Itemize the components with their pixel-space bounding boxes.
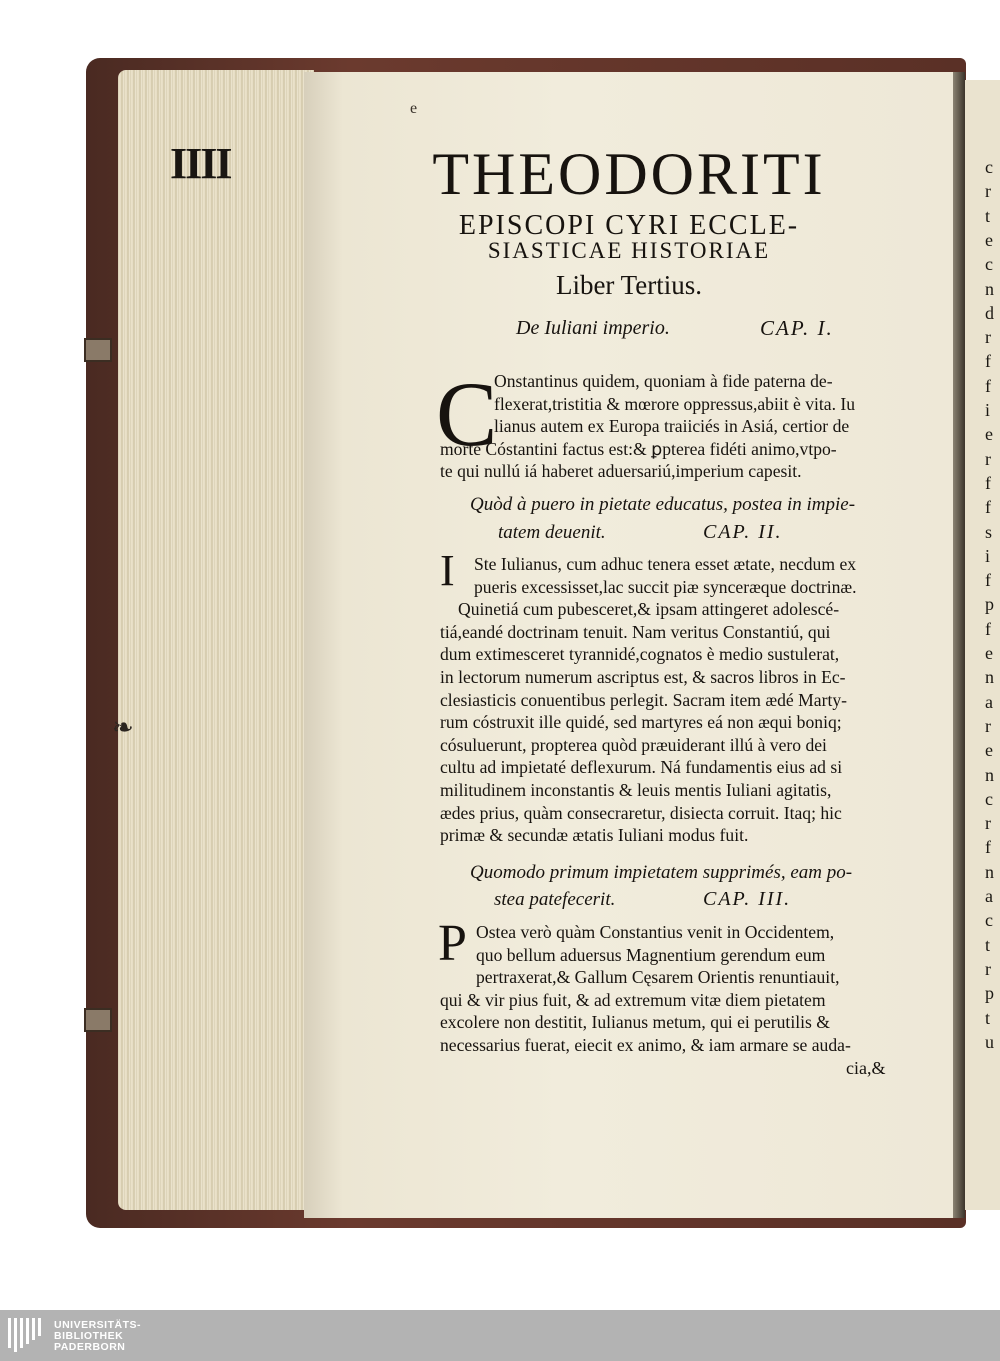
right-page-fragment: r [985, 958, 991, 979]
right-page-fragment: a [985, 691, 993, 712]
page-mark: e [410, 100, 418, 117]
text-line: dum extimesceret tyrannidé,cognatos è medio sustulerat, [440, 644, 840, 665]
subtitle-line2: SIASTICAE HISTORIAE [487, 238, 771, 263]
library-footer [0, 1310, 1000, 1361]
right-page-fragment: r [985, 181, 991, 202]
text-line: cultu ad impietaté deflexurum. Ná fundamentis eius ad si [440, 757, 843, 778]
right-page-fragment: d [985, 302, 994, 323]
text-line: morte Cóstantini factus est:& ꝑpterea fidéti animo,vtpo- [440, 438, 837, 459]
clasp-top [84, 338, 112, 362]
chapter2-heading-line1: Quòd à puero in pietate educatus, postea in impie- [470, 494, 856, 515]
text-line: militudinem inconstantis & leuis mentis Iuliani agitatis, [440, 780, 832, 800]
gutter [953, 72, 965, 1218]
drop-cap-p: P [438, 915, 467, 972]
page-edges [118, 70, 314, 1210]
text-line: lianus autem ex Europa traiiciés in Asiá, certior de [494, 416, 850, 436]
text-line: qui & vir pius fuit, & ad extremum vitæ diem pietatem [440, 989, 826, 1010]
text-line: Onstantinus quidem, quoniam à fide paterna de- [494, 371, 833, 391]
right-page-fragment: n [985, 764, 994, 785]
right-page-fragment: e [985, 229, 993, 250]
text-line: te qui nullú iá haberet aduersariú,imperium capesit. [440, 461, 802, 481]
right-page-fragment: u [985, 1031, 994, 1052]
text-line: tiá,eandé doctrinam tenuit. Nam veritus Constantiú, qui [440, 621, 831, 642]
text-line: cósuluerunt, propterea quòd præuiderant illú à vero dei [440, 734, 827, 755]
chapter3-heading-line2: stea patefecerit. [494, 889, 616, 910]
right-page-fragment: r [985, 813, 991, 834]
right-page-fragment: f [985, 472, 991, 493]
text-line: quo bellum aduersus Magnentium gerendum eum [476, 944, 826, 965]
right-page-fragment: p [985, 594, 994, 615]
right-page-fragment: c [985, 254, 993, 275]
text-line: clesiasticis conuentibus perlegit. Sacram item ædé Marty- [440, 689, 847, 710]
text-line: Ostea verò quàm Constantius venit in Occidentem, [476, 922, 835, 942]
text-line: ædes prius, quàm consecraretur, disiecta corruit. Itaq; hic [440, 802, 842, 823]
right-page-fragment: f [985, 837, 991, 858]
spine-label: IIII [170, 139, 231, 188]
library-name [54, 1320, 141, 1353]
right-page-fragment: t [985, 205, 991, 226]
text-line: rum cóstruxit ille quidé, sed martyres eá non æqui boniq; [440, 712, 842, 733]
right-page-fragment: f [985, 618, 991, 639]
clasp-bottom [84, 1008, 112, 1032]
drop-cap-c: C [436, 363, 498, 465]
chapter3-cap: CAP. III. [703, 888, 792, 910]
right-page-fragment: r [985, 327, 991, 348]
right-page-fragment: f [985, 351, 991, 372]
right-page-fragment: n [985, 667, 994, 688]
right-page-fragment: t [985, 934, 991, 955]
text-line: primæ & secundæ ætatis Iuliani modus fuit. [440, 825, 749, 846]
text-line: necessarius fuerat, eiecit ex animo, & iam armare se auda- [440, 1035, 851, 1055]
text-line: Quinetiá cum pubesceret,& ipsam attingeret adolescé- [458, 599, 840, 620]
right-page-fragment: n [985, 861, 994, 882]
right-page-fragment: r [985, 448, 991, 469]
text-line: flexerat,tristitia & mœrore oppressus,abiit è vita. Iu [494, 393, 856, 414]
right-page-fragment: e [985, 740, 993, 761]
right-page-fragment: i [985, 400, 991, 420]
right-page-fragment: p [985, 983, 994, 1004]
right-page-fragment: c [985, 157, 993, 177]
right-page-fragment: r [985, 715, 991, 736]
chapter2-cap: CAP. II. [703, 521, 783, 543]
text-line: in lectorum numerum ascriptus est, & sacros libros in Ec- [440, 667, 846, 687]
right-page-fragment: f [985, 497, 991, 518]
right-page-fragment: e [985, 424, 993, 445]
right-page-fragment: f [985, 570, 991, 591]
right-page-fragment: i [985, 545, 991, 566]
right-page-fragment: n [985, 278, 994, 299]
ornament-icon: ❧ [112, 713, 134, 742]
text-line: excolere non destitit, Iulianus metum, qui ei perutilis & [440, 1012, 830, 1033]
chapter2-heading-line2: tatem deuenit. [498, 522, 606, 543]
right-page-fragment: e [985, 643, 993, 663]
subtitle-line1: EPISCOPI CYRI ECCLE- [458, 210, 800, 241]
right-page-fragment: c [985, 910, 993, 931]
right-page-fragment: s [985, 521, 993, 542]
chapter3-heading-line1: Quomodo primum impietatem supprimés, eam po- [470, 862, 853, 883]
right-page-fragment: a [985, 886, 993, 906]
chapter1-heading: De Iuliani imperio. [516, 317, 670, 339]
chapter1-cap: CAP. I. [760, 316, 834, 340]
book-heading: Liber Tertius. [555, 270, 703, 300]
text-line: Ste Iulianus, cum adhuc tenera esset ætate, necdum ex [474, 554, 857, 574]
library-name-line2: BIBLIOTHEK [54, 1330, 124, 1342]
right-page-fragment: t [985, 1007, 991, 1028]
library-name-line3: PADERBORN [54, 1341, 126, 1353]
right-page-fragment: f [985, 375, 991, 396]
drop-cap-i: I [440, 546, 455, 595]
text-line: pertraxerat,& Gallum Cęsarem Orientis renuntiauit, [476, 967, 840, 988]
right-page [965, 80, 1000, 1210]
catchword: cia,& [846, 1058, 886, 1078]
right-page-fragment: c [985, 788, 993, 809]
text-line: pueris excessisset,lac succit piæ synceræque doctrinæ. [474, 576, 857, 597]
page-title: THEODORITI [432, 141, 826, 207]
library-name-line1: UNIVERSITÄTS- [54, 1319, 142, 1331]
